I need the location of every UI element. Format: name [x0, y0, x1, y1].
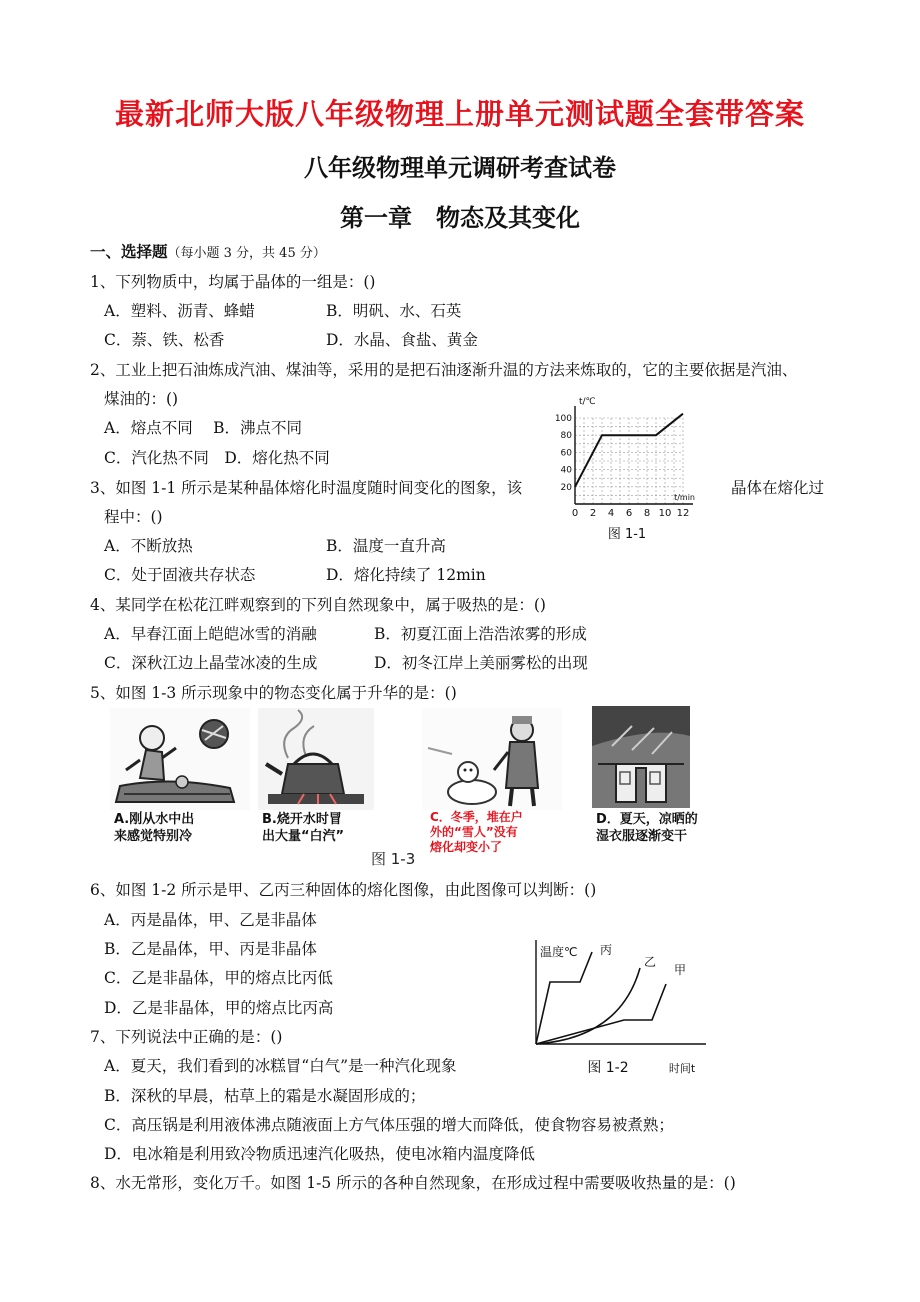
- x-tick-label: 2: [589, 508, 597, 519]
- panel-a-caption-line1: A.刚从水中出: [114, 812, 195, 827]
- y-tick-label: 40: [560, 465, 572, 476]
- series-label-jia: 甲: [673, 963, 687, 977]
- panel-c-caption-line3: 熔化却变小了: [430, 840, 503, 854]
- q3-stem-line2: 程中：(): [104, 508, 163, 526]
- q1-stem: 1、下列物质中，均属于晶体的一组是：(): [90, 273, 376, 291]
- y-axis-label: t/℃: [579, 397, 596, 407]
- panel-c-caption-line1: C．冬季，堆在户: [430, 810, 523, 824]
- panel-c-caption: [430, 810, 523, 855]
- panel-a-caption-line2: 来感觉特别冷: [114, 829, 193, 844]
- q2-stem-line2: 煤油的：(): [104, 390, 179, 408]
- figure-1-1-chart: [555, 388, 715, 548]
- q1-option-b: B．明矾、水、石英: [326, 302, 462, 320]
- panel-b-kettle-illustration: [258, 708, 374, 810]
- y-tick-label: 100: [555, 414, 572, 424]
- q3-stem-line1b: 晶体在熔化过: [731, 479, 825, 497]
- y-tick-label: 60: [560, 448, 572, 459]
- q4-option-c: C．深秋江边上晶莹冰凌的生成: [104, 654, 318, 672]
- q2-stem-line1: 2、工业上把石油炼成汽油、煤油等，采用的是把石油逐渐升温的方法来炼取的，它的主要依据是汽油、: [90, 361, 798, 379]
- y-tick-label: 80: [560, 431, 572, 442]
- figure-1-3-caption: 图 1-3: [371, 850, 416, 868]
- q5-stem: 5、如图 1-3 所示现象中的物态变化属于升华的是：(): [90, 684, 457, 702]
- exam-subtitle: 八年级物理单元调研考查试卷: [304, 154, 616, 182]
- q6-option-a: A．丙是晶体，甲、乙是非晶体: [104, 911, 317, 929]
- panel-d-caption-line1: D．夏天，凉晒的: [596, 812, 698, 827]
- q6-option-d: D．乙是非晶体，甲的熔点比丙高: [104, 999, 334, 1017]
- q3-option-b: B．温度一直升高: [326, 537, 446, 555]
- q7-option-c: C．高压锅是利用液体沸点随液面上方气体压强的增大而降低，使食物容易被煮熟；: [104, 1116, 674, 1134]
- figure-1-2-caption: 图 1-2: [587, 1060, 629, 1076]
- x-tick-label: 8: [643, 508, 651, 519]
- x-tick-label: 0: [571, 508, 579, 519]
- section-heading-note: （每小题 3 分，共 45 分）: [167, 246, 326, 261]
- q4-stem: 4、某同学在松花江畔观察到的下列自然现象中，属于吸热的是：(): [90, 596, 546, 614]
- section-heading: [90, 242, 326, 264]
- q1-option-a: A．塑料、沥青、蜂蜡: [104, 302, 255, 320]
- q7-option-d: D．电冰箱是利用致冷物质迅速汽化吸热，使电冰箱内温度降低: [104, 1145, 535, 1163]
- series-line-yi: [536, 968, 640, 1044]
- panel-b-caption-line2: 出大量“白汽”: [262, 829, 345, 844]
- q1-option-d: D．水晶、食盐、黄金: [326, 331, 478, 349]
- q1-option-c: C．萘、铁、松香: [104, 331, 225, 349]
- x-tick-label: 6: [625, 508, 633, 519]
- q3-option-d: D．熔化持续了 12min: [326, 566, 486, 584]
- panel-a-caption: [114, 811, 194, 845]
- q4-option-b: B．初夏江面上浩浩浓雾的形成: [374, 625, 587, 643]
- x-axis-label: 时间t: [668, 1062, 696, 1075]
- series-line-jia: [536, 984, 666, 1044]
- q3-stem-line1a: 3、如图 1-1 所示是某种晶体熔化时温度随时间变化的图象，该: [90, 479, 523, 497]
- series-label-yi: 乙: [643, 955, 657, 969]
- chapter-title: 第一章 物态及其变化: [340, 204, 580, 232]
- q2-options-cd: C．汽化热不同 D．熔化热不同: [104, 449, 330, 467]
- q4-option-d: D．初冬江岸上美丽雾松的出现: [374, 654, 588, 672]
- q7-option-b: B．深秋的早晨，枯草上的霜是水凝固形成的；: [104, 1087, 426, 1105]
- x-tick-label: 10: [658, 508, 672, 519]
- figure-1-1-caption: 图 1-1: [607, 527, 647, 542]
- panel-d-caption: [596, 811, 698, 845]
- panel-b-caption-line1: B.烧开水时冒: [262, 812, 342, 827]
- panel-b-caption: [262, 811, 344, 845]
- panel-c-snowman-illustration: [422, 708, 562, 810]
- y-tick-label: 20: [560, 482, 572, 493]
- panel-c-caption-line2: 外的“雪人”没有: [430, 825, 518, 839]
- x-axis-label: t/min: [674, 493, 695, 502]
- panel-d-drying-clothes-illustration: [592, 706, 690, 808]
- q2-options-ab: A．熔点不同 B．沸点不同: [104, 419, 303, 437]
- x-tick-label: 12: [676, 508, 690, 519]
- q4-option-a: A．早春江面上皑皑冰雪的消融: [104, 625, 317, 643]
- q7-option-a: A．夏天，我们看到的冰糕冒“白气”是一种汽化现象: [104, 1057, 457, 1075]
- series-label-bing: 丙: [599, 943, 613, 957]
- figure-1-2-chart: [520, 938, 710, 1080]
- q3-option-a: A．不断放热: [104, 537, 193, 555]
- q7-stem: 7、下列说法中正确的是：(): [90, 1028, 283, 1046]
- q3-option-c: C．处于固液共存状态: [104, 566, 256, 584]
- panel-d-caption-line2: 湿衣服逐渐变干: [596, 829, 688, 844]
- document-title: 最新北师大版八年级物理上册单元测试题全套带答案: [114, 97, 805, 131]
- section-heading-label: 一、选择题: [90, 242, 168, 261]
- panel-a-swimmer-illustration: [110, 708, 250, 810]
- y-axis-label: 温度℃: [540, 945, 578, 959]
- q6-stem: 6、如图 1-2 所示是甲、乙丙三种固体的熔化图像，由此图像可以判断：(): [90, 881, 597, 899]
- x-tick-label: 4: [607, 508, 615, 519]
- q6-option-c: C．乙是非晶体，甲的熔点比丙低: [104, 969, 333, 987]
- q6-option-b: B．乙是晶体，甲、丙是非晶体: [104, 940, 317, 958]
- q8-stem: 8、水无常形，变化万千。如图 1-5 所示的各种自然现象，在形成过程中需要吸收热量的是：(): [90, 1174, 736, 1192]
